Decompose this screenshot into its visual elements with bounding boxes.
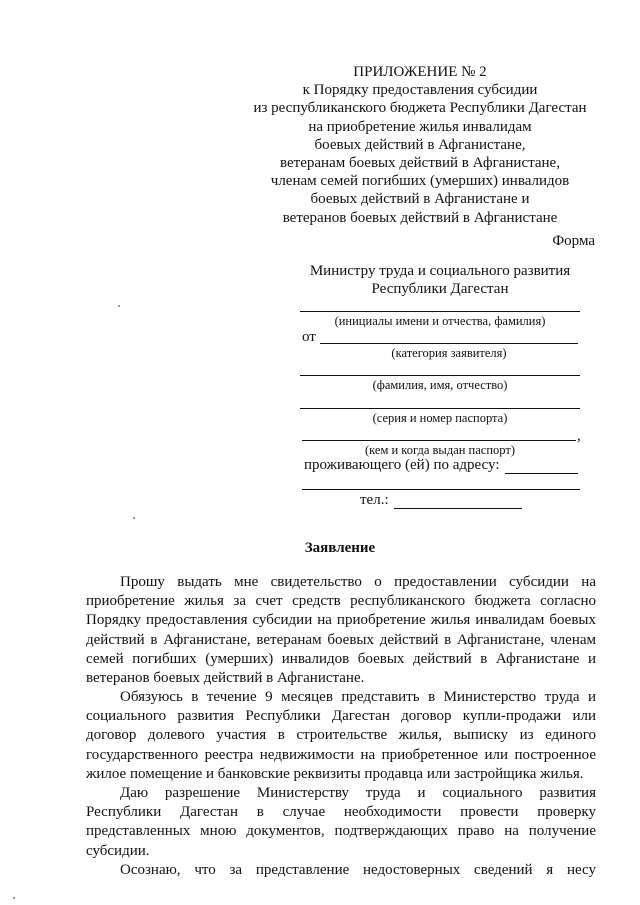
scan-speck — [118, 305, 120, 307]
appendix-line: боевых действий в Афганистане и — [310, 191, 530, 208]
recipient-block — [300, 262, 580, 298]
text-line: Прошу выдать мне свидетельство о предоставлении субсидии на — [120, 574, 596, 590]
paragraph-request — [86, 573, 596, 688]
issued-caption: (кем и когда выдан паспорт) — [364, 443, 515, 457]
appendix-line: ветеранам боевых действий в Афганистане, — [280, 155, 560, 172]
text-line: жилое помещение и банковские реквизиты продавца или застройщика жилья. — [86, 765, 584, 782]
address-field-line-2[interactable] — [302, 489, 580, 490]
phone-label: тел.: — [360, 492, 389, 508]
appendix-line: на приобретение жилья инвалидам — [308, 118, 532, 135]
paragraph-obligation — [86, 688, 596, 784]
text-line: действий в Афганистане, ветеранам боевых действий в Афганистане, членам — [86, 631, 596, 648]
text-line: Обязуюсь в течение 9 месяцев представить в Министерство труда и — [120, 689, 596, 705]
appendix-line: боевых действий в Афганистане, — [314, 136, 526, 153]
category-caption: (категория заявителя) — [391, 346, 507, 360]
text-line: представленных мною документов, подтверждающих право на получение — [86, 823, 596, 840]
text-line: Республики Дагестан в случае необходимости провести проверку — [86, 804, 596, 821]
text-line: Осознаю, что за представление недостоверных сведений я несу — [120, 862, 596, 878]
recipient-line-1: Министру труда и социального развития — [309, 263, 571, 279]
text-line: субсидии. — [86, 842, 150, 859]
text-line: ветеранов боевых действий в Афганистане. — [86, 669, 365, 686]
text-line: приобретение жилья за счет средств республиканского бюджета согласно — [86, 593, 596, 610]
issued-field-line[interactable] — [302, 440, 576, 441]
category-field-line[interactable] — [320, 343, 578, 344]
fio-field-line[interactable] — [300, 375, 580, 376]
passport-caption: (серия и номер паспорта) — [372, 411, 508, 425]
initials-field-line[interactable] — [300, 311, 580, 312]
from-label: от — [302, 329, 316, 345]
recipient-line-2: Республики Дагестан — [371, 281, 509, 297]
appendix-line: ветеранов боевых действий в Афганистане — [282, 209, 558, 226]
text-line: семей погибших (умерших) инвалидов боевых действий в Афганистане и — [86, 650, 596, 667]
text-line: договор долевого участия в строительстве жилья, выписку из единого — [86, 727, 596, 744]
phone-field-line[interactable] — [394, 508, 522, 509]
address-field-line[interactable] — [505, 473, 578, 474]
text-line: социального развития Республики Дагестан договор купли-продажи или — [86, 708, 596, 725]
text-line: Порядку предоставления субсидии на приобретение жилья инвалидам боевых — [86, 612, 596, 629]
issued-comma: , — [577, 428, 581, 444]
statement-title: Заявление — [304, 540, 376, 556]
appendix-line: из республиканского бюджета Республики Дагестан — [253, 100, 587, 117]
text-line: государственного реестра недвижимости на приобретенное или построенное — [86, 746, 596, 763]
text-line: Даю разрешение Министерству труда и социального развития — [120, 785, 596, 801]
appendix-title: ПРИЛОЖЕНИЕ № 2 — [353, 64, 487, 80]
fio-caption: (фамилия, имя, отчество) — [372, 378, 508, 392]
appendix-line: к Порядку предоставления субсидии — [302, 82, 538, 99]
passport-field-line[interactable] — [300, 408, 580, 409]
scan-speck — [13, 897, 15, 899]
address-label: проживающего (ей) по адресу: — [304, 457, 500, 473]
initials-caption: (инициалы имени и отчества, фамилия) — [334, 314, 546, 328]
form-label: Форма — [552, 233, 595, 249]
appendix-header — [230, 63, 610, 227]
paragraph-permission — [86, 784, 596, 861]
appendix-line: членам семей погибших (умерших) инвалидов — [270, 173, 570, 190]
paragraph-acknowledgement — [86, 861, 596, 880]
scan-speck — [133, 517, 135, 519]
